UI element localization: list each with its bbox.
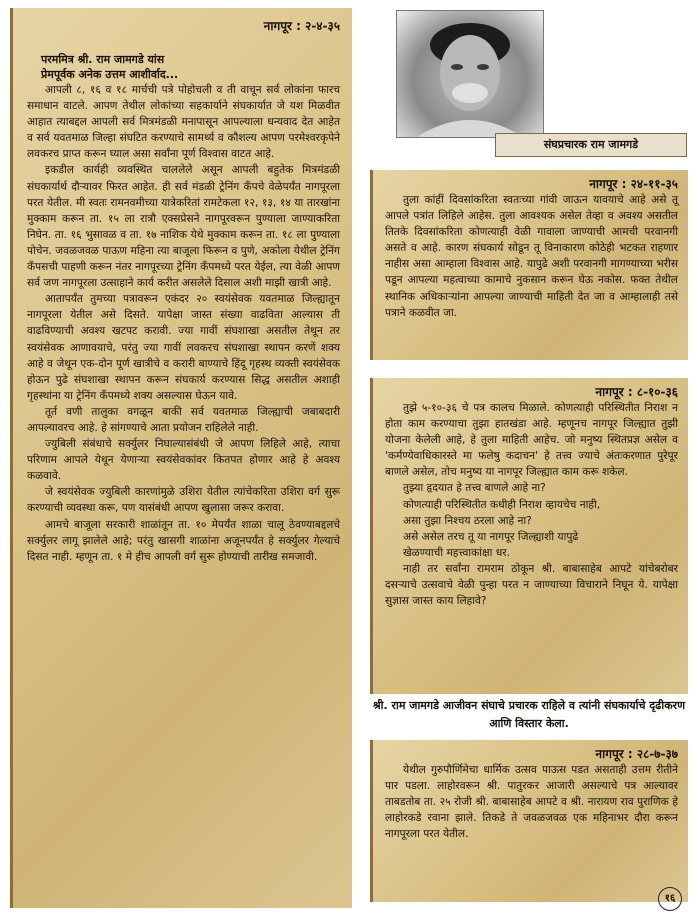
letter-panel-28-7-37 — [370, 740, 688, 902]
verse-line: कोणत्याही परिस्थितीत कधीही निराश व्हायचेच नाही, — [403, 498, 601, 511]
letter-paragraph: येथील गुरुपौर्णिमेचा धार्मिक उत्सव पाऊस पडत असताही उत्तम रीतीने पार पडला. लाहोरवरून श्री. पातुरकर आजारी असल्याचे पत्र आल्यावर ताबडतोब ता. २५ रोजी श्री. बाबासाहेब आपटे व श्री. नारायण राव पुराणिक हे लाहोरकडे रवाना झाले. तिकडे ते जवळजवळ एक महिनाभर दौरा करून नागपूरला परत येतील. — [385, 764, 678, 841]
verse-line: असे असेल तरच तू या नागपूर जिल्ह्याशी यापुढे — [403, 530, 579, 543]
letter-paragraph: नाही तर सर्वांना रामराम ठोकून श्री. बाबासाहेब आपटे यांचेबरोबर दसऱ्याचे उत्सवाचे वेळी पुन्हा परत न जाण्याच्या विचाराने निघून ये. यापेक्षा सुज्ञास जास्त काय लिहावे? — [385, 562, 678, 608]
portrait-illustration — [397, 11, 543, 137]
letter-paragraph: तूर्त वणी तालुका वगळून बाकी सर्व यवतमाळ जिल्ह्याची जबाबदारी आपल्यावरच आहे. हे सांगण्याचे आता प्रयोजन राहिलेले नाही. — [27, 405, 340, 434]
letter-paragraph: आतापर्यंत तुमच्या पत्रावरून एकंदर २० स्वयंसेवक यवतमाळ जिल्ह्यातून नागपूरला येतील असे दिसते. यापेक्षा जास्त संख्या वाढविता आल्यास ती वाढविण्याची अवश्य खटपट करावी. ज्या गावीं संघशाखा असतील तेथून तर स्वयंसेवक आणावयाचे, परंतु ज्या गावीं लवकरच संघशाखा स्थापन करणें शक्य आहे व जेथून एक-दोन पूर्ण खात्रीचे व करारी बाण्याचे हिंदू गृहस्थ व्यक्ती स्वयंसेवक होऊन पुढे संघशाखा स्थापन करून संघकार्य करण्यास सिद्ध असतील अशाही गृहस्थांना या ट्रेनिंग कँपमध्ये शक्य असल्यास घेऊन यावे. — [27, 293, 340, 402]
letter-panel-2-4-35 — [10, 8, 352, 908]
letter-date: नागपूर : २८-७-३७ — [595, 747, 678, 761]
letter-panel-8-10-36 — [370, 378, 688, 694]
salutation-blessing: प्रेमपूर्वक अनेक उत्तम आशीर्वाद... — [41, 68, 179, 81]
letter-paragraph: आमचे बाजूला सरकारी शाळांतून ता. १० मेपर्यंत शाळा चालू ठेवण्याबद्दलचे सर्क्युलर लागू झालेले आहे; परंतु खासगी शाळांना अजूनपर्यंत हे सर्क्युलर गेल्याचे दिसत नाही. म्हणून ता. १ मे हीच आपली वर्ग सुरू होण्याची तारीख समजावी. — [27, 518, 340, 563]
salutation-recipient: परममित्र श्री. राम जामगडे यांस — [41, 53, 165, 66]
letter-date: नागपूर : २४-११-३५ — [589, 177, 678, 191]
photo-caption: संघप्रचारक राम जामगडे — [495, 133, 687, 157]
letter-panel-24-11-35 — [370, 170, 688, 360]
verse-line: खेळण्याची महत्त्वाकांक्षा धर. — [403, 546, 510, 559]
letter-paragraph: इकडील कार्यही व्यवस्थित चाललेले असून आपली बहुतेक मित्रमंडळी संघकार्यार्थ दौऱ्यावर फिरत आहेत. ही सर्व मंडळी ट्रेनिंग कँपचे वेळेपर्यंत नागपूरला परत येतील. मी स्वतः रामनवमीच्या यात्रेकरितां रामटेकला १२, १३, १४ या तारखांना मुक्काम करून ता. १५ ला रात्रौ एक्सप्रेसने नागपूरवरून पुण्याला जाण्याकरिता निघेन. ता. १६ भुसावळ व ता. १७ नाशिक येथे मुक्काम करून ता. १८ ला पुण्याला पोचेन. जवळजवळ पाऊण महिना त्या बाजूला फिरून व पुणे, अकोला येथील ट्रेनिंग कँपसची पाहणी करून नंतर नागपूरच्या ट्रेनिंग कँपमध्ये परत येईल, त्या वेळी आपण सर्व जण नागपूरला उत्साहाने कार्य करीत असलेले दिसाल अशी माझी खात्री आहे. — [27, 164, 340, 290]
biography-note: श्री. राम जामगडे आजीवन संघाचे प्रचारक राहिले व त्यांनी संघकार्याचे दृढीकरण आणि विस्तार केला. — [372, 699, 686, 730]
letter-paragraph: तुला कांहीं दिवसांकरिता स्वतःच्या गांवी जाऊन यावयाचे आहे असे तू आपले पत्रांत लिहिले आहेस. तुला आवश्यक असेल तेव्हा व अवश्य असतील तितके दिवसांकरिता कोणत्याही वेळी गावाला जाण्याची आमची परवानगी असते व आहे. कारण संघकार्य सोडून तू विनाकारण कोठेही भटकत राहणार नाहीस असा आम्हाला विश्वास आहे. यापुढे अशी परवानगी मागण्याच्या भरीस पडून आपल्या महत्वाच्या कामाचे नुकसान करून घेऊ नकोस. फक्त तेथील स्थानिक अधिकाऱ्यांना आपल्या जाण्याची माहिती देत जा व आम्हालाही तसे पत्राने कळवीत जा. — [385, 194, 678, 319]
letter-date: नागपूर : २-४-३५ — [263, 19, 340, 33]
letter-paragraph: जे स्वयंसेवक ज्युबिली कारणांमुळे उशिरा येतील त्यांचेकरिता उशिरा वर्ग सुरू करण्याची व्यवस्था करू, पण यासंबंधी आपण खुलासा जरूर करावा. — [27, 486, 340, 515]
portrait-photo — [396, 10, 544, 138]
page-number: १६ — [658, 887, 682, 911]
verse-line: असा तुझा निश्चय ठरला आहे ना? — [403, 514, 532, 527]
letter-paragraph: ज्युबिली संबंधाचे सर्क्युलर निघाल्यासंबंधी जे आपण लिहिले आहे, त्याचा परिणाम आपले येथून येणाऱ्या स्वयंसेवकांवर कितपत होणार आहे हे अवश्य कळवावे. — [27, 438, 340, 483]
letter-paragraph: आपली ८, १६ व १८ मार्चची पत्रे पोहोचली व ती वाचून सर्व लोकांना फारच समाधान वाटले. आपण तेथील लोकांच्या सहकार्याने संघकार्यात जे यश मिळवीत आहात त्याबद्दल आपली सर्व मित्रमंडळी मनापासून आपल्याला धन्यवाद देत आहेत व सर्व यवतमाळ जिल्हा संघटित करण्याचे सामर्थ्य व कौशल्य आपण परमेश्वरकृपेने लवकरच प्राप्त करून घ्याल असा सर्वांना पूर्ण विश्वास वाटत आहे. — [27, 84, 340, 161]
letter-paragraph: तुझे ५-१०-३६ चे पत्र कालच मिळाले. कोणत्याही परिस्थितीत निराश न होता काम करण्याचा तुझा हातखंडा आहे. म्हणूनच नागपूर जिल्ह्यात तुझी योजना केलेली आहे, हे तुला माहिती आहेच. जो मनुष्य स्थितप्रज्ञ असेल व 'कर्मण्येवाधिकारस्ते मा फलेषु कदाचन' हे तत्त्व ज्याचे अंतःकरणात पुरेपूर बाणले असेल, तोच मनुष्य या नागपूर जिल्ह्यात काम करू शकेल. — [385, 402, 678, 479]
verse-line: तुझ्या हृदयात हे तत्त्व बाणले आहे ना? — [403, 482, 546, 495]
letter-date: नागपूर : ८-१०-३६ — [595, 385, 678, 399]
